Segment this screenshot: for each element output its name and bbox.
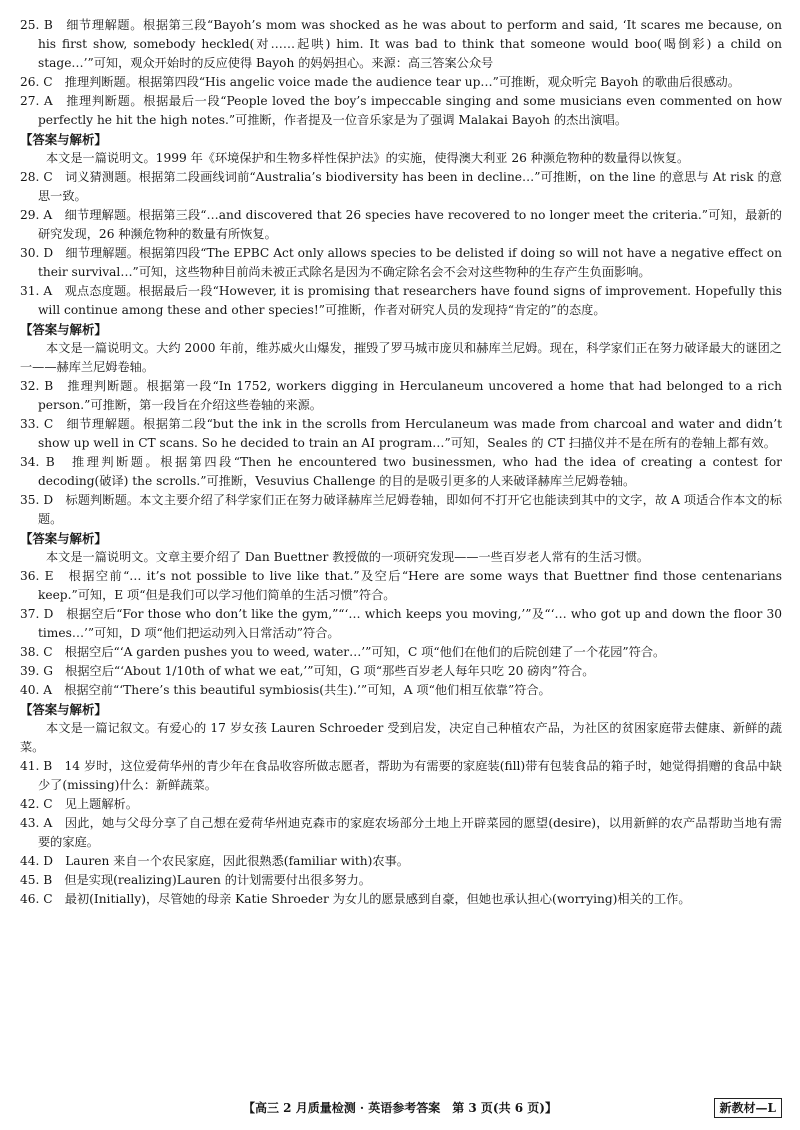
section-heading: 【答案与解析】 [20, 132, 107, 147]
passage-summary: 本文是一篇说明文。大约 2000 年前，维苏威火山爆发，摧毁了罗马城市庞贝和赫库兰尼姆。现在，科学家们正在努力破译最大的谜团之一——赫库兰尼姆卷轴。 [20, 341, 782, 374]
answer-item: 39. G 根据空后“‘About 1/10th of what we eat,’”可知，G 项“那些百岁老人每年只吃 20 磅肉”符合。 [20, 664, 595, 678]
answer-page [20, 16, 782, 909]
answer-item: 35. D 标题判断题。本文主要介绍了科学家们正在努力破译赫库兰尼姆卷轴，即如何不打开它也能读到其中的文字，故 A 项适合作本文的标题。 [20, 493, 782, 526]
section-heading: 【答案与解析】 [20, 531, 107, 546]
answer-item: 36. E 根据空前“… it’s not possible to live like that.”及空后“Here are some ways that Buettner find those centenarians keep.”可知，E 项“但是我们可以学习他们简单的生活习惯”符合。 [20, 569, 782, 602]
answer-content [20, 16, 782, 909]
answer-item: 43. A 因此，她与父母分享了自己想在爱荷华州迪克森市的家庭农场部分土地上开辟菜园的愿望(desire)，以用新鲜的农产品帮助当地有需要的家庭。 [20, 816, 782, 849]
passage-summary: 本文是一篇说明文。1999 年《环境保护和生物多样性保护法》的实施，使得澳大利亚 26 种濒危物种的数量得以恢复。 [46, 151, 690, 165]
answer-item: 46. C 最初(Initially)，尽管她的母亲 Katie Shroeder 为女儿的愿景感到自豪，但她也承认担心(worrying)相关的工作。 [20, 892, 691, 906]
edition-tag: 新教材—L [714, 1098, 782, 1118]
answer-item: 45. B 但是实现(realizing)Lauren 的计划需要付出很多努力。 [20, 873, 371, 887]
answer-item: 32. B 推理判断题。根据第一段“In 1752, workers digging in Herculaneum uncovered a home that had belonged to a rich person.”可推断，第一段旨在介绍这些卷轴的来源。 [20, 379, 782, 412]
answer-item: 25. B 细节理解题。根据第三段“Bayoh’s mom was shocked as he was about to perform and said, ‘It scares me because, on his first show, somebody heckled(对……起哄) him. It was bad to think that someone would boo(喝倒彩) a child on stage…’”可知，观众开始时的反应使得 Bayoh 的妈妈担心。来源：高三答案公众号 [20, 18, 782, 70]
answer-item: 37. D 根据空后“For those who don’t like the gym,”“‘… which keeps you moving,’”及“‘… who got up and down the floor 30 times…’”可知，D 项“他们把运动列入日常活动”符合。 [20, 607, 782, 640]
answer-item: 33. C 细节理解题。根据第二段“but the ink in the scrolls from Herculaneum was made from charcoal and water and didn’t show up well in CT scans. So he decided to train an AI program…”可知，Seales 的 CT 扫描仪并不是在所有的卷轴上都有效。 [20, 417, 782, 450]
answer-item: 38. C 根据空后“‘A garden pushes you to weed, water…’”可知，C 项“他们在他们的后院创建了一个花园”符合。 [20, 645, 666, 659]
section-heading: 【答案与解析】 [20, 702, 107, 717]
page-footer [0, 1097, 800, 1119]
answer-item: 31. A 观点态度题。根据最后一段“However, it is promising that researchers have found signs of improvement. Hopefully this will continue among these and other species!”可推断，作者对研究人员的发现持“肯定的”的态度。 [20, 284, 782, 317]
answer-item: 44. D Lauren 来自一个农民家庭，因此很熟悉(familiar with)农事。 [20, 854, 409, 868]
answer-item: 30. D 细节理解题。根据第四段“The EPBC Act only allows species to be delisted if doing so will not have a negative effect on their survival…”可知，这些物种目前尚未被正式除名是因为不确定除名会不会对这些物种的生存产生负面影响。 [20, 246, 782, 279]
answer-item: 40. A 根据空前“‘There’s this beautiful symbiosis(共生).’”可知，A 项“他们相互依靠”符合。 [20, 683, 551, 697]
passage-summary: 本文是一篇说明文。文章主要介绍了 Dan Buettner 教授做的一项研究发现——一些百岁老人常有的生活习惯。 [46, 550, 650, 564]
answer-item: 42. C 见上题解析。 [20, 797, 138, 811]
passage-summary: 本文是一篇记叙文。有爱心的 17 岁女孩 Lauren Schroeder 受到启发，决定自己种植农产品，为社区的贫困家庭带去健康、新鲜的蔬菜。 [20, 721, 782, 754]
answer-item: 27. A 推理判断题。根据最后一段“People loved the boy’s impeccable singing and some musicians even commented on how perfectly he hit the high notes.”可推断，作者提及一位音乐家是为了强调 Malakai Bayoh 的杰出演唱。 [20, 94, 782, 127]
answer-item: 29. A 细节理解题。根据第三段“…and discovered that 26 species have recovered to no longer meet the criteria.”可知，最新的研究发现，26 种濒危物种的数量有所恢复。 [20, 208, 782, 241]
answer-item: 34. B 推理判断题。根据第四段“Then he encountered two businessmen, who had the idea of creating a contest for decoding(破译) the scrolls.”可推断，Vesuvius Challenge 的目的是吸引更多的人来破译赫库兰尼姆卷轴。 [20, 455, 782, 488]
answer-item: 41. B 14 岁时，这位爱荷华州的青少年在食品收容所做志愿者，帮助为有需要的家庭装(fill)带有包装食品的箱子时，她觉得捐赠的食品中缺少了(missing)什么：新鲜蔬菜。 [20, 759, 782, 792]
answer-item: 26. C 推理判断题。根据第四段“His angelic voice made the audience tear up…”可推断，观众听完 Bayoh 的歌曲后很感动。 [20, 75, 740, 89]
footer-page-info: 【高三 2 月质量检测 · 英语参考答案 第 3 页(共 6 页)】 [242, 1101, 557, 1115]
answer-item: 28. C 词义猜测题。根据第二段画线词前“Australia’s biodiversity has been in decline…”可推断，on the line 的意思与 At risk 的意思一致。 [20, 170, 782, 203]
section-heading: 【答案与解析】 [20, 322, 107, 337]
